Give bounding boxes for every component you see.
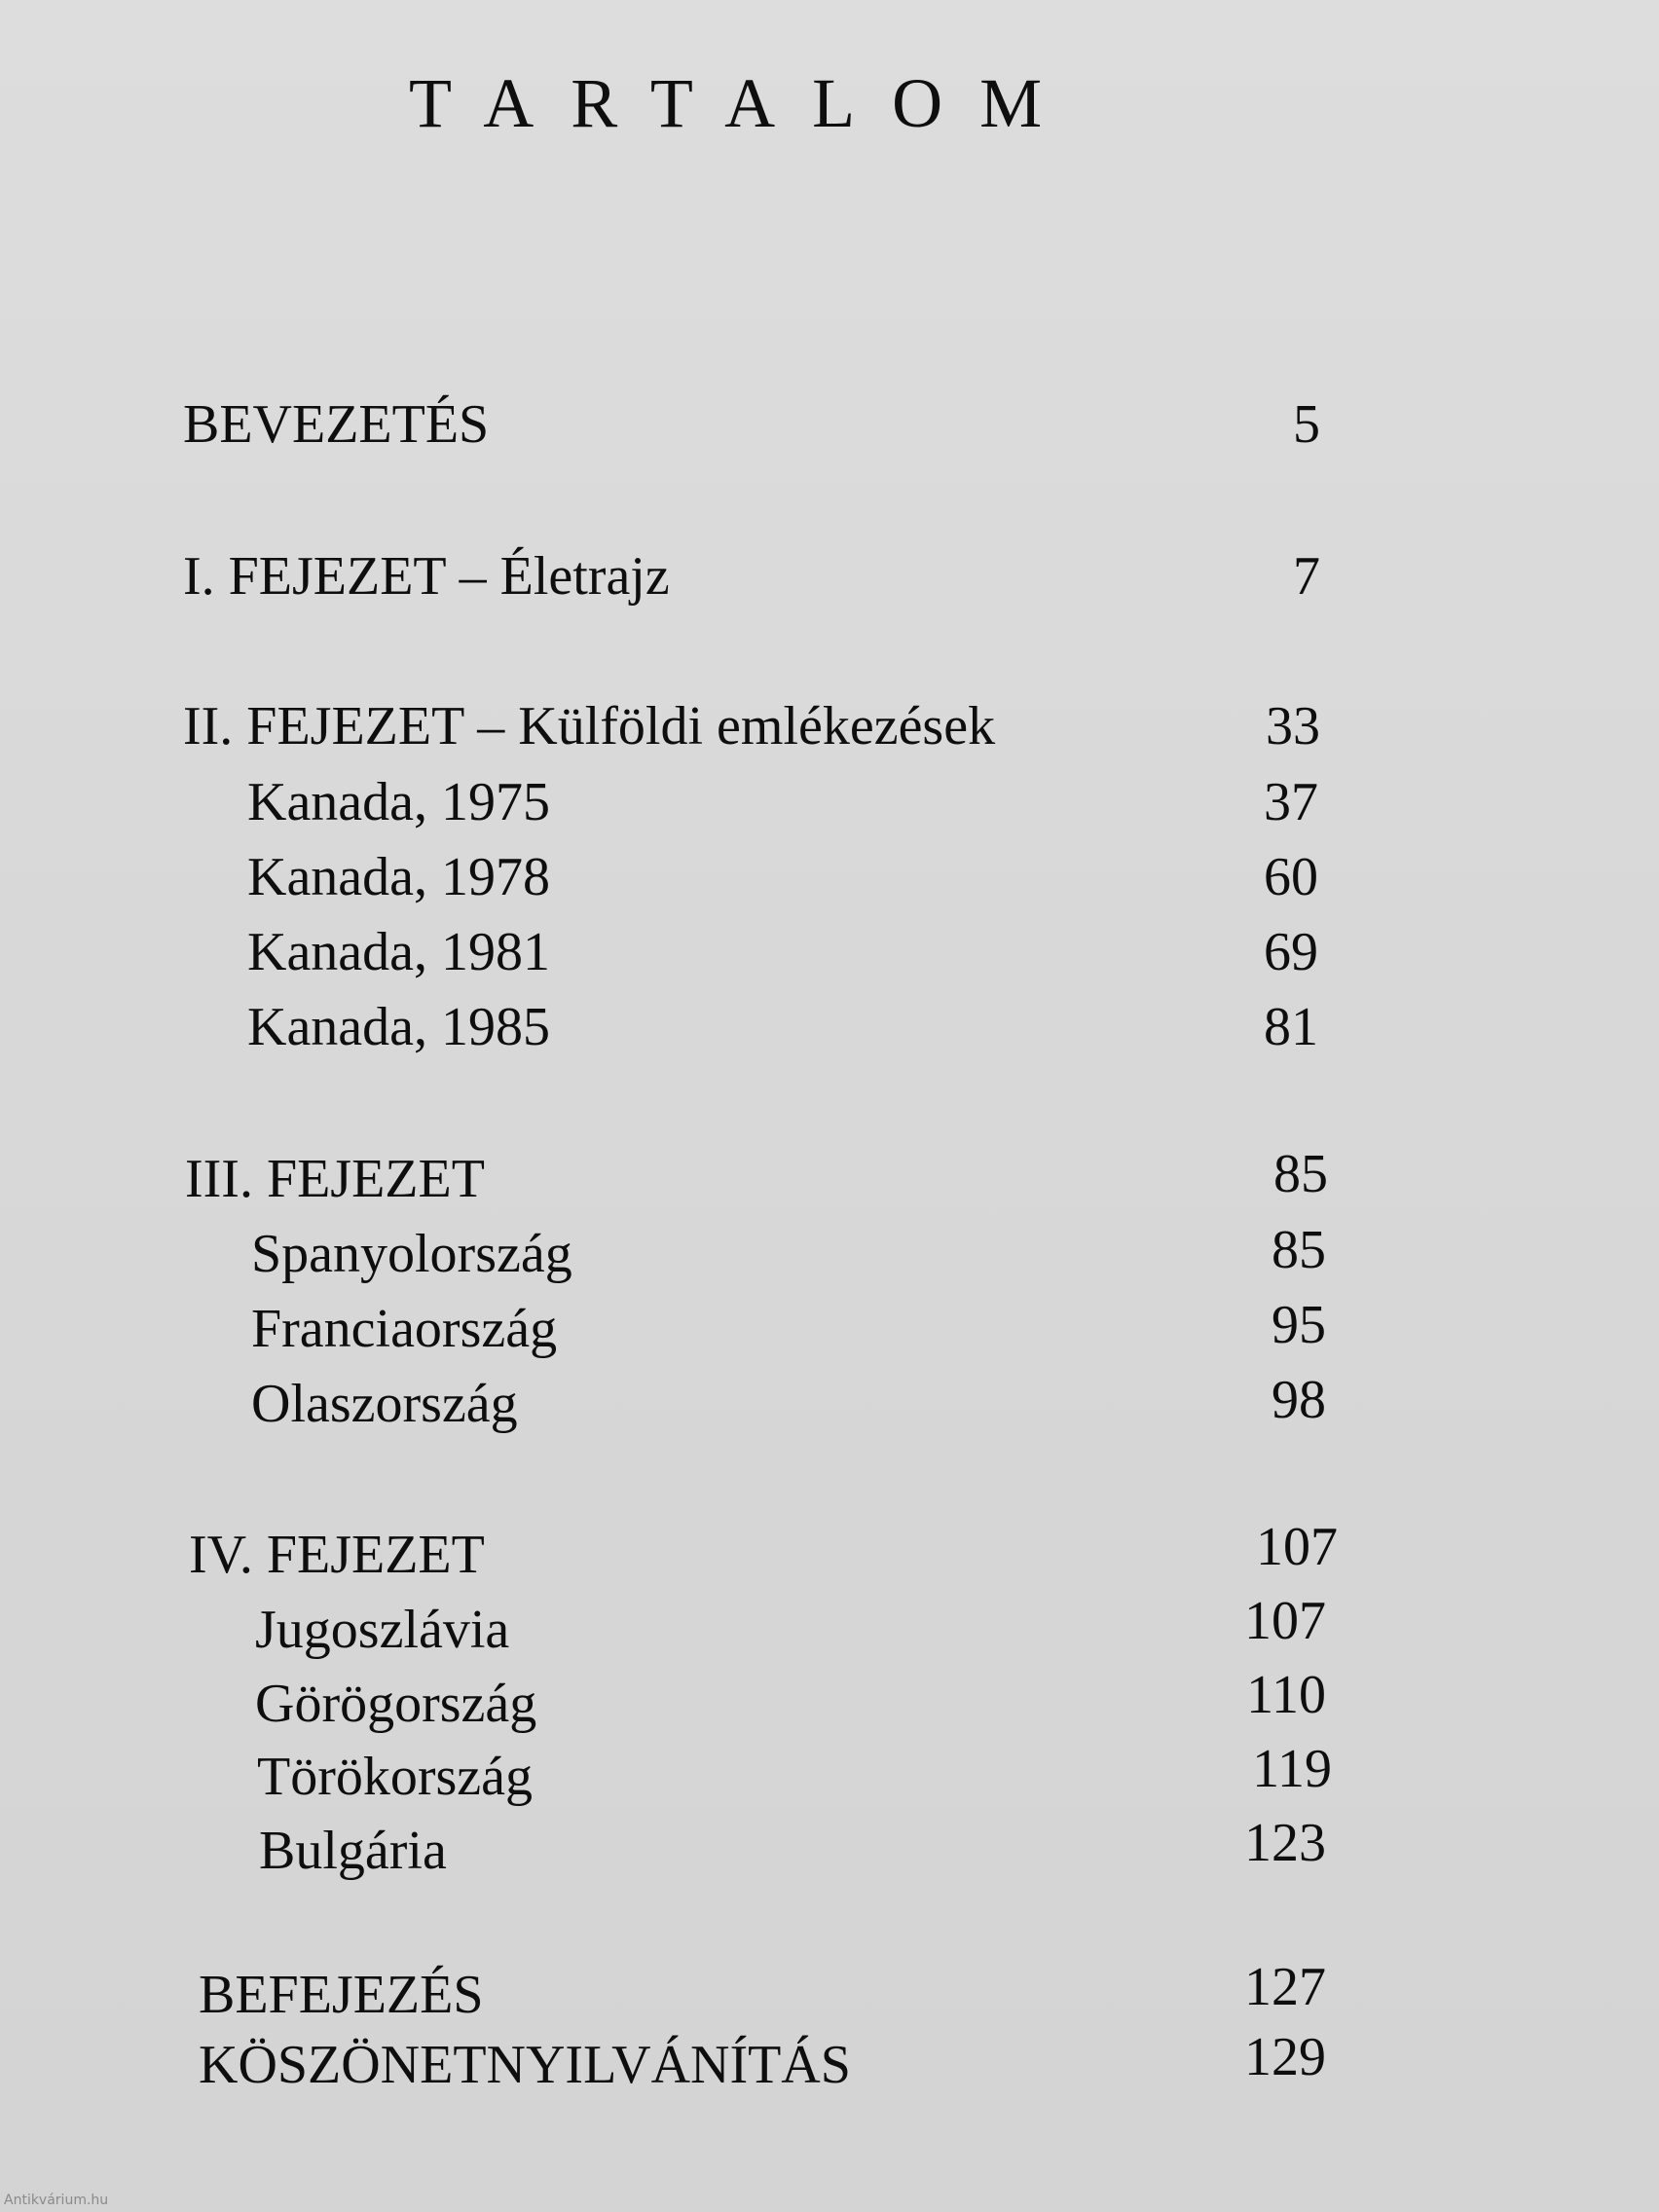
toc-entry-koszonetnyilvanitas: KÖSZÖNETNYILVÁNÍTÁS bbox=[199, 2035, 851, 2095]
toc-entry-bevezetes: BEVEZETÉS bbox=[183, 394, 490, 455]
toc-page-bevezetes: 5 bbox=[1293, 394, 1320, 455]
toc-subentry: Olaszország bbox=[251, 1374, 518, 1434]
toc-subentry-page: 95 bbox=[1272, 1295, 1326, 1355]
toc-subentry-page: 81 bbox=[1264, 997, 1318, 1057]
toc-subentry: Kanada, 1975 bbox=[247, 772, 551, 832]
toc-subentry-page: 123 bbox=[1244, 1813, 1326, 1873]
toc-subentry-page: 37 bbox=[1264, 772, 1318, 832]
toc-subentry: Kanada, 1978 bbox=[247, 847, 551, 907]
toc-subentry: Kanada, 1981 bbox=[247, 922, 551, 982]
page-title: TARTALOM bbox=[409, 64, 1080, 142]
toc-entry-chapter-3: III. FEJEZET bbox=[185, 1149, 485, 1209]
toc-subentry: Görögország bbox=[255, 1674, 537, 1734]
toc-subentry: Franciaország bbox=[251, 1299, 558, 1359]
toc-page-koszonetnyilvanitas: 129 bbox=[1244, 2027, 1326, 2087]
toc-subentry-page: 107 bbox=[1244, 1591, 1326, 1651]
toc-page-chapter-4: 107 bbox=[1256, 1517, 1338, 1577]
toc-entry-chapter-2: II. FEJEZET – Külföldi emlékezések bbox=[183, 696, 996, 756]
toc-entry-chapter-4: IV. FEJEZET bbox=[189, 1525, 485, 1585]
toc-subentry: Bulgária bbox=[259, 1821, 447, 1881]
toc-subentry: Kanada, 1985 bbox=[247, 997, 551, 1057]
toc-subentry: Törökország bbox=[257, 1747, 534, 1807]
toc-subentry: Spanyolország bbox=[251, 1224, 572, 1284]
toc-subentry-page: 110 bbox=[1246, 1665, 1326, 1725]
toc-subentry: Jugoszlávia bbox=[255, 1600, 510, 1660]
toc-subentry-page: 98 bbox=[1272, 1370, 1326, 1430]
toc-page-chapter-3: 85 bbox=[1273, 1144, 1328, 1204]
toc-page-chapter-1: 7 bbox=[1293, 546, 1320, 607]
watermark-text: Antikvárium.hu bbox=[4, 2193, 109, 2208]
toc-subentry-page: 119 bbox=[1252, 1739, 1332, 1799]
toc-subentry-page: 60 bbox=[1264, 847, 1318, 907]
toc-page-chapter-2: 33 bbox=[1266, 696, 1320, 756]
toc-entry-chapter-1: I. FEJEZET – Életrajz bbox=[183, 546, 670, 607]
toc-page-befejezes: 127 bbox=[1244, 1957, 1326, 2017]
toc-entry-befejezes: BEFEJEZÉS bbox=[199, 1965, 484, 2025]
toc-subentry-page: 69 bbox=[1264, 922, 1318, 982]
toc-subentry-page: 85 bbox=[1272, 1220, 1326, 1280]
